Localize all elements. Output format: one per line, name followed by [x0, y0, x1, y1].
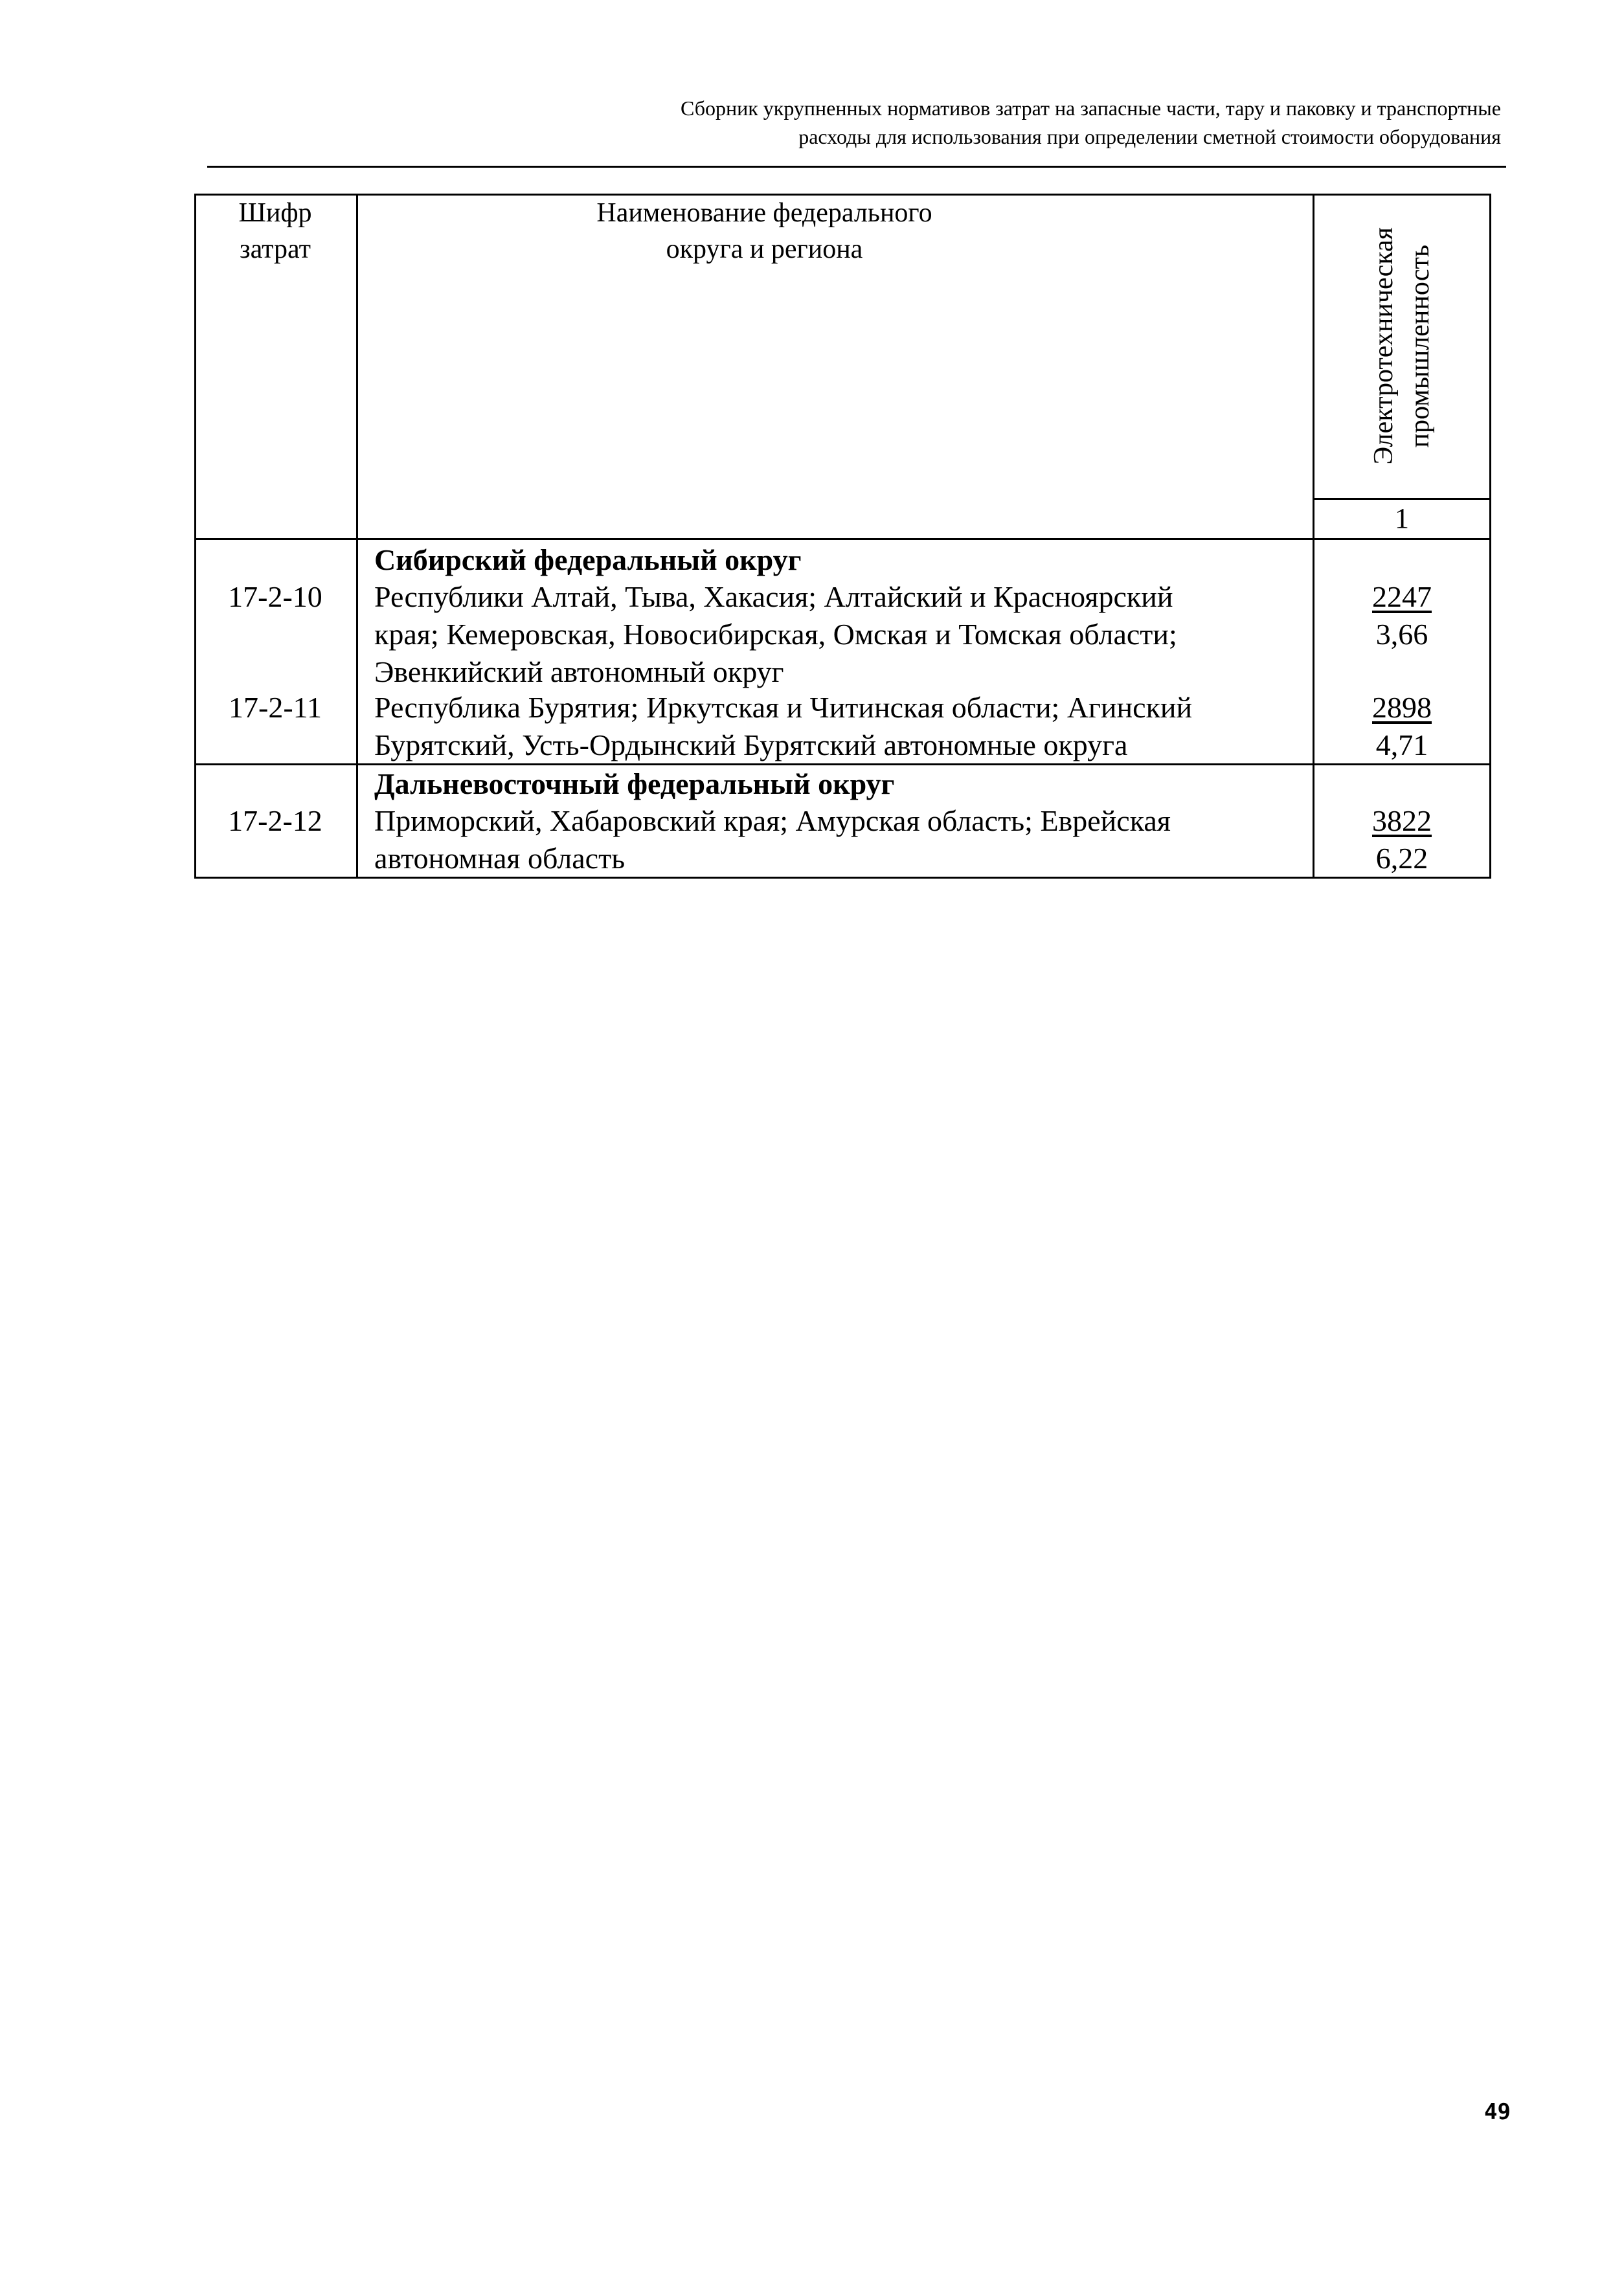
column-header-name: Наименование федерального округа и региона: [596, 198, 932, 264]
row-value: 2247 3,66: [1372, 580, 1432, 651]
header-line-2: расходы для использования при определении сметной стоимости оборудования: [798, 125, 1501, 148]
row-code: 17-2-11: [229, 691, 322, 724]
row-code: 17-2-12: [228, 804, 322, 837]
row-code: 17-2-10: [228, 580, 322, 613]
row-region-text: Республики Алтай, Тыва, Хакасия; Алтайский и Красноярский края; Кемеровская, Новосибирская, Омская и Томская области; Эвенкийский автономный округ: [374, 580, 1177, 688]
row-value: 3822 6,22: [1372, 804, 1432, 875]
column-header-code: Шифр затрат: [238, 198, 312, 264]
row-region-text: Республика Бурятия; Иркутская и Читинская области; Агинский Бурятский, Усть-Ордынский Бурятский автономные округа: [374, 691, 1193, 761]
row-value: 2898 4,71: [1372, 691, 1432, 761]
table-border-right: [1489, 194, 1491, 879]
section-title: Сибирский федеральный округ: [374, 543, 802, 576]
header-body-divider: [194, 538, 1491, 540]
header-divider: [207, 166, 1506, 168]
section-title: Дальневосточный федеральный округ: [374, 767, 895, 800]
page-header: [141, 94, 1501, 151]
regional-cost-table: [194, 194, 1491, 879]
column-header-industry: Электротехническая промышленность: [1369, 227, 1435, 465]
page-number: 49: [1484, 2099, 1511, 2125]
header-number-divider: [1313, 498, 1491, 500]
table-border-left: [194, 194, 196, 879]
header-line-1: Сборник укрупненных нормативов затрат на запасные части, тару и паковку и транспортные: [680, 96, 1501, 120]
table-border-code-name: [356, 194, 358, 879]
column-number: 1: [1395, 502, 1409, 534]
row-region-text: Приморский, Хабаровский края; Амурская область; Еврейская автономная область: [374, 804, 1171, 875]
